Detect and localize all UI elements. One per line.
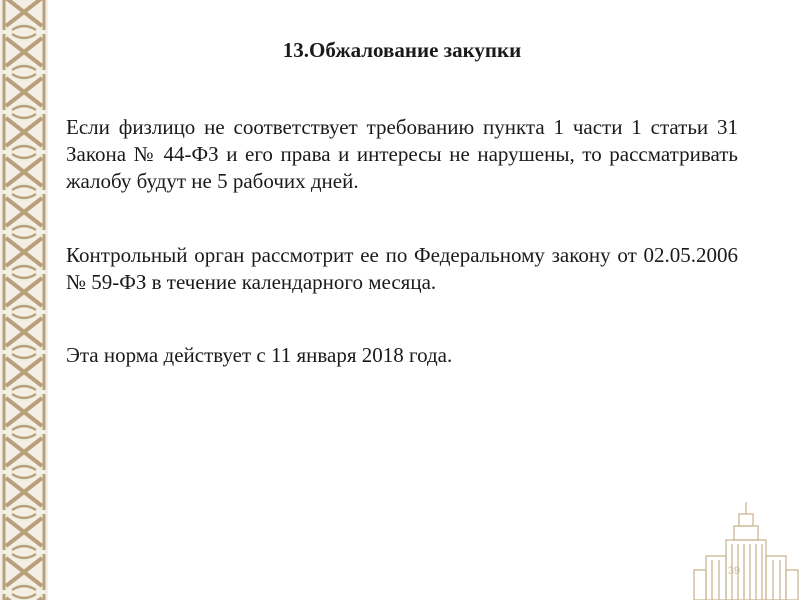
- slide-title: 13.Обжалование закупки: [282, 38, 522, 62]
- slide-content: [66, 0, 738, 600]
- paragraph-physical-person: Если физлицо не соответствует требованию пункта 1 части 1 статьи 31 Закона № 44-ФЗ и его права и интересы не нарушены, то рассматривать жалобу будут не 5 рабочих дней.: [66, 115, 738, 193]
- paragraph-control-body: Контрольный орган рассмотрит ее по Федеральному закону от 02.05.2006 № 59-ФЗ в течение календарного месяца.: [66, 243, 738, 294]
- government-building-icon: [692, 500, 800, 600]
- paragraph-effective-date: Эта норма действует с 11 января 2018 года.: [66, 343, 453, 367]
- page-number: 39: [727, 565, 741, 577]
- ornamental-border: [0, 0, 48, 600]
